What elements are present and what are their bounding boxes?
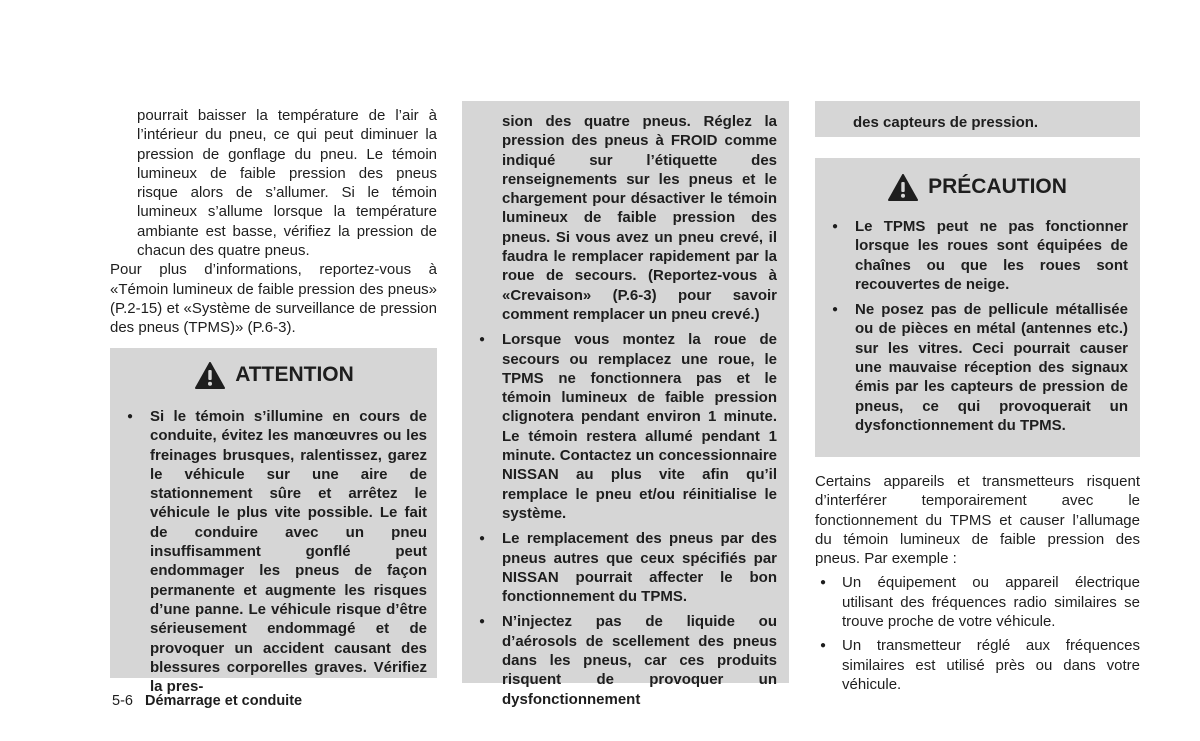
attention-item: ● N’injectez pas de liquide ou d’aérosols de scellement des pneus dans les pneus, car ces produits risquent de provoquer un dysfonctionnement bbox=[474, 612, 777, 708]
attention-header bbox=[122, 360, 427, 390]
interference-item: ● Un transmetteur réglé aux fréquences similaires est utilisé près ou dans votre véhicule. bbox=[815, 636, 1140, 694]
continued-box bbox=[815, 101, 1140, 137]
attention-heading: ATTENTION bbox=[235, 363, 354, 386]
precaution-box bbox=[815, 158, 1140, 457]
warning-triangle-icon bbox=[195, 362, 225, 389]
column-left bbox=[110, 106, 437, 338]
column-right-text bbox=[815, 472, 1140, 694]
tire-temperature-paragraph: pourrait baisser la température de l’air à l’intérieur du pneu, ce qui peut diminuer la pression de gonflage du pneu. Le témoin lumineux de faible pression des pneus risque alors de s’allumer. Si le témoin lumineux s’allume lorsque la température ambiante est basse, vérifiez la pression de chacun des quatre pneus. bbox=[137, 107, 437, 260]
attention-item: ● Si le témoin s’illumine en cours de conduite, évitez les manœuvres ou les freinages brusques, ralentissez, garez le véhicule sur une aire de stationnement sûre et arrêtez le véhicule le plus vite possible. Le fait de conduire avec un pneu insuffisamment gonflé peut endommager les pneus de façon permanente et augmente les risques d’une panne. Le véhicule risque d’être sérieusement endommagé et de provoquer un accident causant des blessures corporelles graves. Vérifiez la pres- bbox=[122, 407, 427, 696]
attention-continued-text: sion des quatre pneus. Réglez la pression des pneus à FROID comme indiqué sur l’étiquette des renseignements sur les pneus et le chargement pour désactiver le témoin lumineux de faible pression des pneus. Si vous avez un pneu crevé, il faudra le remplacer rapidement par la roue de secours. (Reportez-vous à «Crevaison» (P.6-3) pour savoir comment remplacer un pneu crevé.) bbox=[502, 113, 777, 323]
attention-list bbox=[122, 407, 427, 696]
section-title: Démarrage et conduite bbox=[144, 693, 303, 709]
precaution-heading: PRÉCAUTION bbox=[928, 175, 1067, 198]
precaution-list bbox=[827, 217, 1128, 435]
interference-list bbox=[815, 573, 1140, 694]
precaution-header bbox=[827, 172, 1128, 202]
page-footer bbox=[112, 693, 302, 709]
attention-box bbox=[110, 348, 437, 696]
attention-box-continued bbox=[462, 101, 789, 708]
interference-paragraph: Certains appareils et transmetteurs risquent d’interférer temporairement avec le fonctionnement du TPMS et causer l’allumage du témoin lumineux de faible pression des pneus. Par exemple : bbox=[815, 473, 1140, 568]
page-number: 5-6 bbox=[112, 693, 133, 709]
precaution-item: ● Ne posez pas de pellicule métallisée ou de pièces en métal (antennes etc.) sur les vitres. Ceci pourrait causer une mauvaise réception des signaux émis par les capteurs de pression de pneus, ce qui provoquerait un dysfonctionnement du TPMS. bbox=[827, 300, 1128, 435]
reference-paragraph: Pour plus d’informations, reportez-vous à «Témoin lumineux de faible pression des pneus» (P.2-15) et «Système de surveillance de pression des pneus (TPMS)» (P.6-3). bbox=[110, 261, 437, 337]
attention-item: ● Le remplacement des pneus par des pneus autres que ceux spécifiés par NISSAN pourrait affecter le bon fonctionnement du TPMS. bbox=[474, 529, 777, 606]
warning-triangle-icon bbox=[888, 174, 918, 201]
interference-item: ● Un équipement ou appareil électrique utilisant des fréquences radio similaires se trouve proche de votre véhicule. bbox=[815, 573, 1140, 631]
continued-text: des capteurs de pression. bbox=[853, 114, 1039, 131]
precaution-item: ● Le TPMS peut ne pas fonctionner lorsque les roues sont équipées de chaînes ou que les roues sont recouvertes de neige. bbox=[827, 217, 1128, 294]
attention-item: ● Lorsque vous montez la roue de secours ou remplacez une roue, le TPMS ne fonctionnera pas et le témoin lumineux de faible pression clignotera pendant environ 1 minute. Le témoin restera allumé pendant 1 minute. Contactez un concessionnaire NISSAN au plus vite afin qu’il remplace le pneu et/ou réinitialise le système. bbox=[474, 330, 777, 523]
attention-continued-list bbox=[474, 330, 777, 709]
